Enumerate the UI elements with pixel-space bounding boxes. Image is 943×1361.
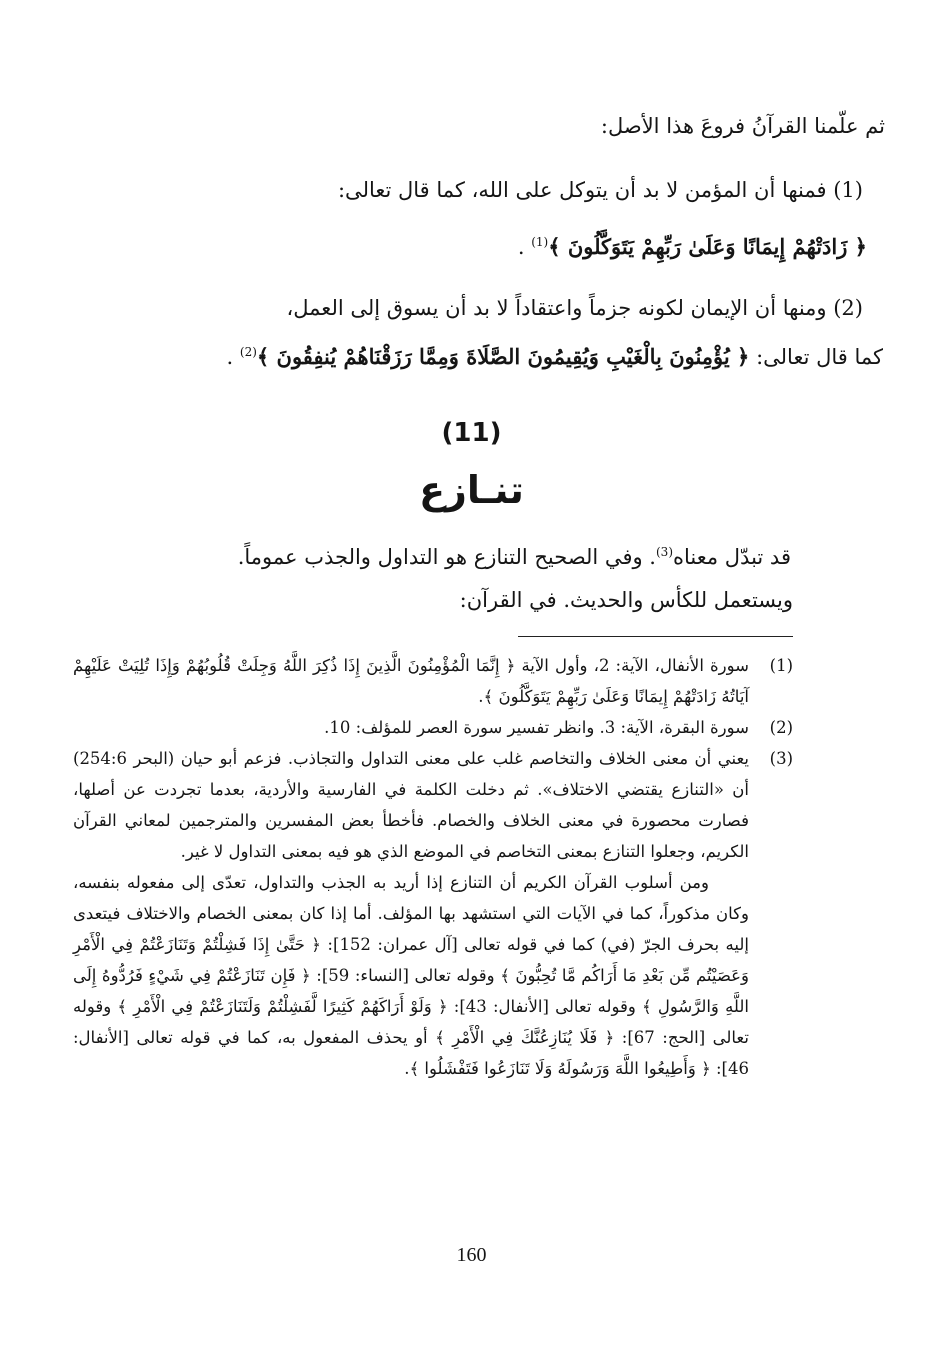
footnote-item bbox=[73, 712, 793, 743]
section-number: (11) bbox=[441, 418, 502, 448]
footnote-continuation: ومن أسلوب القرآن الكريم أن التنازع إذا أريد به الجذب والتداول، تعدّى إلى مفعوله بنفسه، وكان مذكوراً، كما في الآيات التي استشهد بها المؤلف. أما إذا كان بمعنى الخصام والاختلاف فيتعدى إليه بحرف الجرّ (في) كما في قوله تعالى [آل عمران: 152]: ﴿ حَتَّىٰ إِذَا فَشِلْتُمْ وَتَنَازَعْتُمْ فِي الْأَمْرِ وَعَصَيْتُم مِّن بَعْدِ مَا أَرَاكُم مَّا تُحِبُّونَ ﴾ وقوله تعالى [النساء: 59]: ﴿ فَإِن تَنَازَعْتُمْ فِي شَيْءٍ فَرُدُّوهُ إِلَى اللَّهِ وَالرَّسُولِ ﴾ وقوله تعالى [الأنفال: 43]: ﴿ وَلَوْ أَرَاكَهُمْ كَثِيرًا لَّفَشِلْتُمْ وَلَتَنَازَعْتُمْ فِي الْأَمْرِ ﴾ وقوله تعالى [الحج: 67]: ﴿ فَلَا يُنَازِعُنَّكَ فِي الْأَمْرِ ﴾ أو يحذف المفعول به، كما في قوله تعالى [الأنفال: 46]: ﴿ وَأَطِيعُوا اللَّهَ وَرَسُولَهُ وَلَا تَنَازَعُوا فَتَفْشَلُوا ﴾. bbox=[73, 873, 749, 1078]
text-span: كما قال تعالى: bbox=[756, 345, 883, 369]
paragraph-line bbox=[460, 586, 793, 615]
text-span: (2) ومنها أن الإيمان لكونه جزماً واعتقاداً لا بد أن يسوق إلى العمل، bbox=[286, 296, 863, 320]
footnote-text: يعني أن معنى الخلاف والتخاصم غلب على معنى التداول والتجاذب. فزعم أبو حيان (البحر 254:6) أن «التنازع يقتضي الاختلاف». ثم دخلت الكلمة في الفارسية والأردية، بعدما تجردت عن أصلها، فصارت محصورة في معنى الخلاف والخصام. فأخطأ بعض المفسرين والمترجمين لمعاني القرآن الكريم، وجعلوا التنازع بمعنى التخاصم في الموضع الذي هو فيه بمعنى التداول لا غير. bbox=[73, 749, 749, 861]
quran-verse-line bbox=[227, 338, 883, 372]
section-title: تنـازع bbox=[419, 468, 524, 512]
footnote-separator bbox=[518, 636, 793, 637]
text-span: ثم علّمنا القرآنُ فروعَ هذا الأصل: bbox=[600, 114, 885, 138]
page-number: 160 bbox=[456, 1244, 487, 1266]
quran-verse: ﴿ زَادَتْهُمْ إِيمَانًا وَعَلَىٰ رَبِّهِمْ يَتَوَكَّلُونَ ﴾ bbox=[548, 234, 867, 259]
text-span: . وفي الصحيح التنازع هو التداول والجذب عموماً. bbox=[237, 545, 656, 569]
punctuation: . bbox=[226, 345, 234, 369]
footnote-ref: (2) bbox=[239, 345, 257, 359]
punctuation: . bbox=[517, 235, 525, 259]
footnote-number: (3) bbox=[769, 749, 793, 768]
footnote-ref: (1) bbox=[531, 235, 549, 249]
footnote-item bbox=[73, 650, 793, 712]
text-line bbox=[601, 112, 885, 141]
text-line bbox=[338, 176, 863, 205]
footnote-number: (1) bbox=[769, 656, 793, 675]
footnotes bbox=[73, 650, 793, 1084]
footnote-ref: (3) bbox=[655, 545, 673, 559]
quran-verse-line bbox=[518, 228, 867, 262]
text-line bbox=[286, 294, 863, 323]
text-span: ويستعمل للكأس والحديث. في القرآن: bbox=[459, 588, 793, 612]
paragraph-line bbox=[238, 538, 791, 572]
footnote-number: (2) bbox=[769, 718, 793, 737]
footnote-item bbox=[73, 743, 793, 867]
quran-verse: ﴿ يُؤْمِنُونَ بِالْغَيْبِ وَيُقِيمُونَ الصَّلَاةَ وَمِمَّا رَزَقْنَاهُمْ يُنفِقُونَ ﴾ bbox=[256, 344, 750, 369]
text-span: قد تبدّل معناه bbox=[673, 545, 791, 569]
footnote-text: سورة البقرة، الآية: 3. وانظر تفسير سورة العصر للمؤلف: 10. bbox=[324, 718, 749, 737]
footnote-text: سورة الأنفال، الآية: 2، وأول الآية ﴿ إِنَّمَا الْمُؤْمِنُونَ الَّذِينَ إِذَا ذُكِرَ اللَّهُ وَجِلَتْ قُلُوبُهُمْ وَإِذَا تُلِيَتْ عَلَيْهِمْ آيَاتُهُ زَادَتْهُمْ إِيمَانًا وَعَلَىٰ رَبِّهِمْ يَتَوَكَّلُونَ ﴾. bbox=[73, 656, 749, 706]
text-span: (1) فمنها أن المؤمن لا بد أن يتوكل على الله، كما قال تعالى: bbox=[337, 178, 863, 202]
